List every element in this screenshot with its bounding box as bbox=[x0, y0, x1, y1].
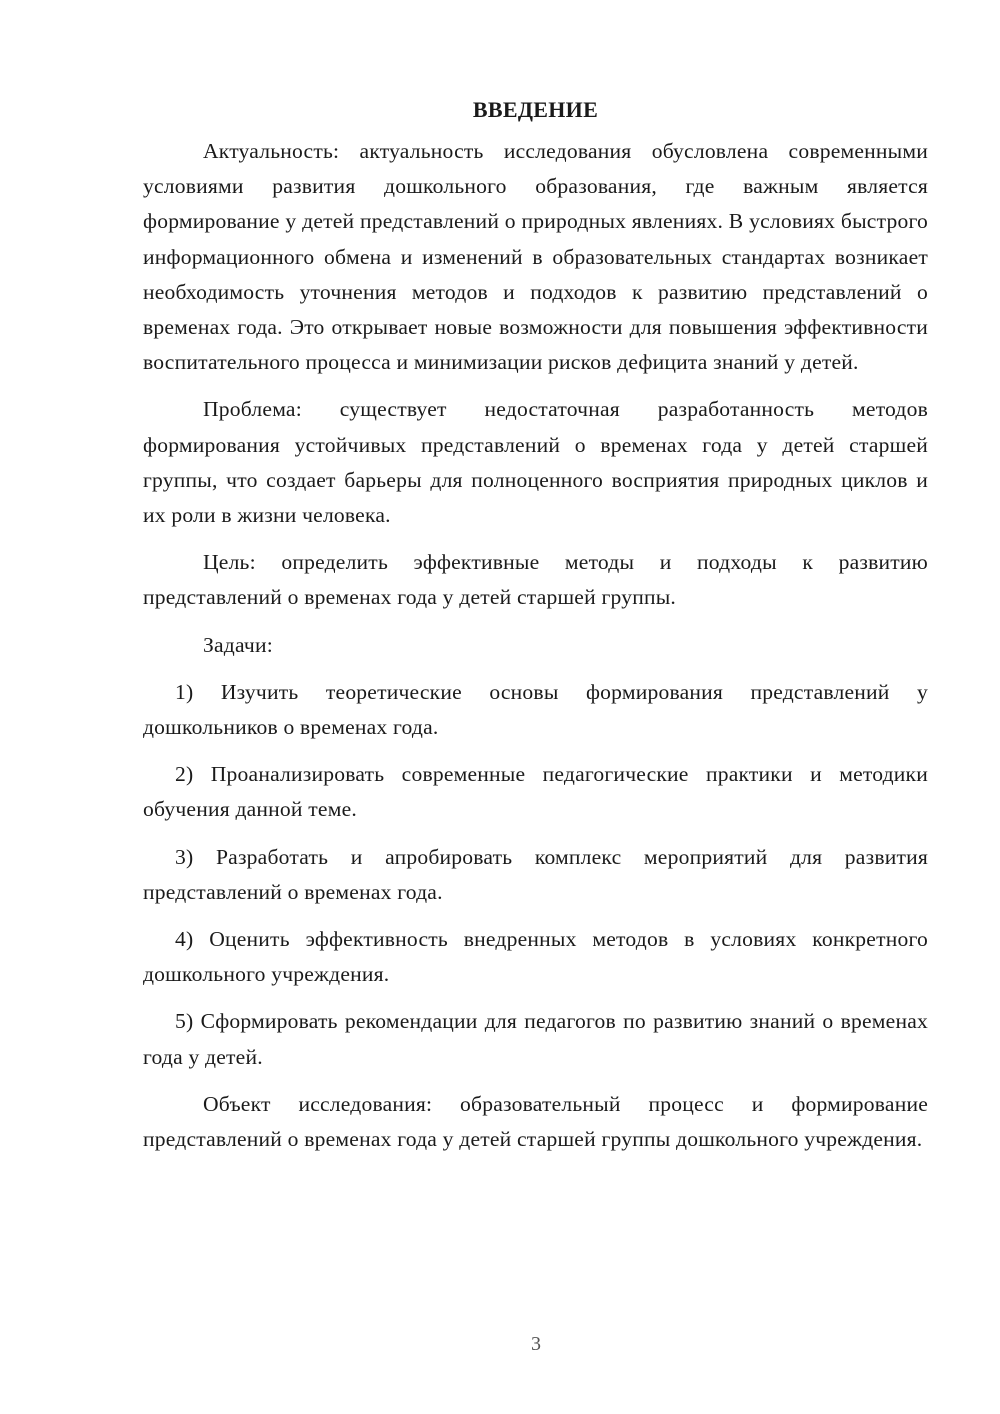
task-item-1: 1) Изучить теоретические основы формирования представлений у дошкольников о временах года. bbox=[143, 679, 928, 740]
document-page bbox=[143, 92, 928, 1157]
problem-paragraph: Проблема: существует недостаточная разработанность методов формирования устойчивых представлений о временах года у детей старшей группы, что создает барьеры для полноценного восприятия природных циклов и их роли в жизни человека. bbox=[143, 397, 928, 528]
section-heading: ВВЕДЕНИЕ bbox=[472, 97, 599, 122]
tasks-label: Задачи: bbox=[203, 632, 273, 657]
goal-paragraph: Цель: определить эффективные методы и подходы к развитию представлений о временах года у детей старшей группы. bbox=[143, 550, 928, 610]
page-number: 3 bbox=[531, 1333, 541, 1355]
task-item-3: 3) Разработать и апробировать комплекс мероприятий для развития представлений о временах года. bbox=[143, 844, 928, 904]
relevance-paragraph: Актуальность: актуальность исследования обусловлена современными условиями развития дошкольного образования, где важным является формирование у детей представлений о природных явлениях. В условиях быстрого информационного обмена и изменений в образовательных стандартах возникает необходимость уточнения методов и подходов к развитию представлений о временах года. Это открывает новые возможности для повышения эффективности воспитательного процесса и минимизации рисков дефицита знаний у детей. bbox=[143, 139, 928, 375]
task-item-4: 4) Оценить эффективность внедренных методов в условиях конкретного дошкольного учреждения. bbox=[143, 927, 928, 987]
task-item-2: 2) Проанализировать современные педагогические практики и методики обучения данной теме. bbox=[143, 762, 928, 822]
object-paragraph: Объект исследования: образовательный процесс и формирование представлений о временах года у детей старшей группы дошкольного учреждения. bbox=[143, 1091, 928, 1152]
task-item-5: 5) Сформировать рекомендации для педагогов по развитию знаний о временах года у детей. bbox=[143, 1009, 928, 1069]
